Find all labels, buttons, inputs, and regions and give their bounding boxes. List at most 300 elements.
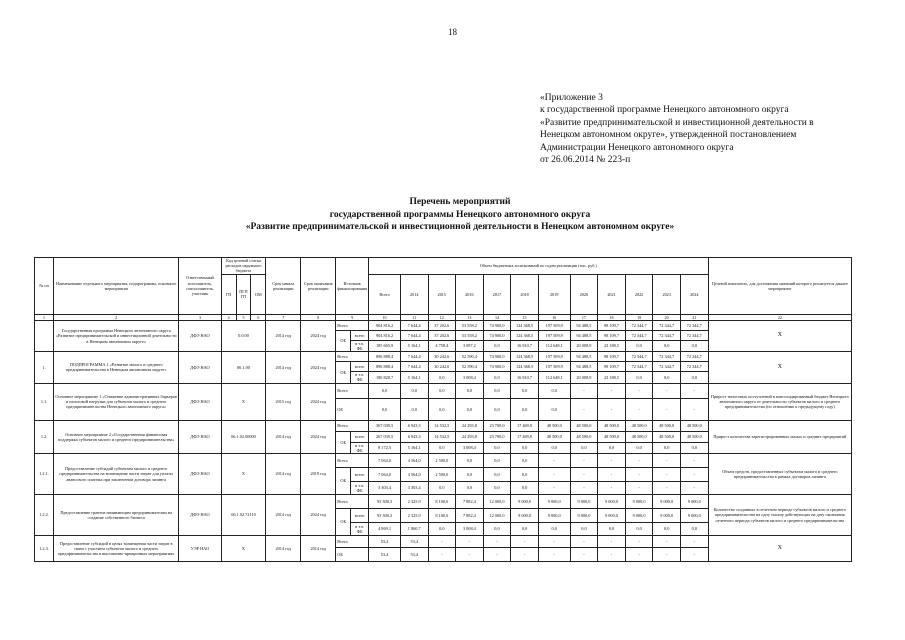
value-cell: 2 325,9 xyxy=(400,495,428,509)
value-cell: 0,0 xyxy=(428,482,456,495)
value-cell: 24 293,8 xyxy=(456,420,484,431)
row-number: 1.2. xyxy=(35,420,54,453)
row-name: Предоставление субсидий субъектам малого и среднего предпринимательства на возмещение части затрат для уплаты авансового платежа при заключении договора лизинга xyxy=(54,454,179,495)
value-cell: - xyxy=(653,454,681,468)
value-cell: 72 344,7 xyxy=(653,352,681,362)
value-cell: 7 882,4 xyxy=(456,495,484,509)
value-cell: 74 900,0 xyxy=(483,352,511,362)
value-cell: - xyxy=(483,548,511,562)
value-cell: 0,0 xyxy=(483,398,511,420)
row-target: Объем средств, предоставленных субъектам малого и среднего предпринимательства в рамках договоров лизинга xyxy=(708,454,851,495)
value-cell: - xyxy=(456,548,484,562)
source-label: Всего xyxy=(336,320,369,330)
value-cell: 98 109,7 xyxy=(598,330,626,340)
value-cell: - xyxy=(428,536,456,548)
header-year: 2014 xyxy=(400,274,428,314)
header-year: 2021 xyxy=(598,274,626,314)
value-cell: 72 344,7 xyxy=(625,330,653,340)
value-cell: 0,0 xyxy=(483,523,511,536)
row-start: 2014 год xyxy=(266,495,301,536)
document-title xyxy=(150,196,770,234)
source-ob: ОБ xyxy=(336,548,369,562)
value-cell: 0,0 xyxy=(570,523,598,536)
header-year: 2023 xyxy=(653,274,681,314)
value-cell: 72 344,7 xyxy=(680,320,708,330)
source-label: Всего xyxy=(336,420,369,431)
row-name: ПОДПРОГРАММА 1 «Развитие малого и среднего предпринимательства в Ненецком автономном округе» xyxy=(54,352,179,383)
value-cell: 72 344,7 xyxy=(653,362,681,372)
header-year: 2024 xyxy=(680,274,708,314)
col-number: 1 xyxy=(35,314,54,320)
value-cell: 0,0 xyxy=(511,482,539,495)
source-ob: ОБ xyxy=(336,398,369,420)
value-cell: 112 648,1 xyxy=(538,340,570,351)
source-label: Всего xyxy=(336,383,369,398)
row-end: 2024 год xyxy=(301,383,336,420)
value-cell: 52 590,4 xyxy=(456,362,484,372)
value-cell: 0,0 xyxy=(538,523,570,536)
value-cell: 48 500,0 xyxy=(680,420,708,431)
value-cell: 3 303,4 xyxy=(369,482,401,495)
value-cell: - xyxy=(538,482,570,495)
value-cell: 7 064,0 xyxy=(369,468,401,482)
appendix-line: Администрации Ненецкого автономного округа xyxy=(540,142,734,153)
value-cell: - xyxy=(456,536,484,548)
row-target: Х xyxy=(708,536,851,562)
value-cell: 0,0 xyxy=(483,468,511,482)
header-gp: ГП xyxy=(221,274,236,314)
value-cell: 48 500,0 xyxy=(653,431,681,442)
header-year: 2020 xyxy=(570,274,598,314)
value-cell: 3 008,4 xyxy=(456,442,484,453)
source-sub: всего xyxy=(351,362,369,372)
value-cell: 48 500,0 xyxy=(598,420,626,431)
value-cell: 9 000,0 xyxy=(625,495,653,509)
value-cell: - xyxy=(680,383,708,398)
row-name: Предоставление грантов начинающим предпринимателям на создание собственного бизнеса xyxy=(54,495,179,536)
value-cell: 896 888,4 xyxy=(369,352,401,362)
col-number: 15 xyxy=(511,314,539,320)
value-cell: 23 700,0 xyxy=(483,420,511,431)
value-cell: 48 500,0 xyxy=(570,420,598,431)
row-end: 2024 год xyxy=(301,352,336,383)
value-cell: 0,0 xyxy=(369,383,401,398)
value-cell: - xyxy=(570,482,598,495)
value-cell: 93 308,3 xyxy=(369,509,401,523)
value-cell: - xyxy=(625,398,653,420)
value-cell: - xyxy=(598,482,626,495)
row-end: 2014 год xyxy=(301,536,336,562)
value-cell: 0,0 xyxy=(680,442,708,453)
row-name: Предоставление субсидий в целях возмещения части затрат в связи с участием субъектов малого и среднего предпринимательства в выставочно-ярмарочных мероприятиях xyxy=(54,536,179,562)
row-executor: ДФЭ НАО xyxy=(179,420,221,453)
value-cell: 3 008,4 xyxy=(456,523,484,536)
value-cell: 12 000,0 xyxy=(483,509,511,523)
source-label: Всего xyxy=(336,495,369,509)
value-cell: - xyxy=(538,468,570,482)
source-sub: в т.ч. ФБ xyxy=(351,482,369,495)
value-cell: - xyxy=(570,548,598,562)
value-cell: - xyxy=(428,548,456,562)
value-cell: 9 000,0 xyxy=(511,509,539,523)
value-cell: 0,0 xyxy=(680,340,708,351)
value-cell: 904 816,2 xyxy=(369,320,401,330)
value-cell: 30 242,6 xyxy=(428,362,456,372)
value-cell: 9 000,0 xyxy=(680,509,708,523)
value-cell: 0,0 xyxy=(511,383,539,398)
value-cell: 2 325,9 xyxy=(400,509,428,523)
row-target: Х xyxy=(708,320,851,351)
value-cell: 16 810,7 xyxy=(511,340,539,351)
value-cell: 24 293,8 xyxy=(456,431,484,442)
value-cell: 98 109,7 xyxy=(598,362,626,372)
value-cell: 72 344,7 xyxy=(680,352,708,362)
value-cell: 0,0 xyxy=(428,523,456,536)
value-cell: 0,0 xyxy=(538,442,570,453)
value-cell: 0,0 xyxy=(400,398,428,420)
header-year: 2015 xyxy=(428,274,456,314)
value-cell: - xyxy=(653,548,681,562)
value-cell: 20 008,9 xyxy=(570,372,598,383)
value-cell: - xyxy=(570,536,598,548)
value-cell: 267 039,5 xyxy=(369,431,401,442)
value-cell: - xyxy=(680,454,708,468)
value-cell: 2 500,0 xyxy=(428,468,456,482)
value-cell: 124 368,5 xyxy=(511,330,539,340)
source-sub: всего xyxy=(351,330,369,340)
value-cell: - xyxy=(625,536,653,548)
value-cell: 48 500,0 xyxy=(538,431,570,442)
row-code: Х xyxy=(221,536,266,562)
value-cell: 30 242,6 xyxy=(428,352,456,362)
appendix-line: «Приложение 3 xyxy=(540,93,603,103)
col-number: 19 xyxy=(625,314,653,320)
value-cell: 4 869,1 xyxy=(369,523,401,536)
value-cell: 0,0 xyxy=(625,442,653,453)
value-cell: 16 810,7 xyxy=(511,372,539,383)
value-cell: 53,4 xyxy=(400,548,428,562)
value-cell: 0,0 xyxy=(511,398,539,420)
title-line: государственной программы Ненецкого автономного округа xyxy=(329,209,591,220)
value-cell: - xyxy=(538,536,570,548)
value-cell: 53,4 xyxy=(369,536,401,548)
row-code: Х xyxy=(221,454,266,495)
source-ob: ОБ xyxy=(336,431,351,453)
value-cell: 1 860,7 xyxy=(400,523,428,536)
source-sub: в т.ч. ФБ xyxy=(351,523,369,536)
value-cell: 7 644,4 xyxy=(400,352,428,362)
header-year: 2019 xyxy=(538,274,570,314)
source-label: Всего xyxy=(336,454,369,468)
value-cell: - xyxy=(538,454,570,468)
source-ob: ОБ xyxy=(336,362,351,383)
value-cell: 3 303,4 xyxy=(400,482,428,495)
value-cell: 0,0 xyxy=(400,383,428,398)
row-start: 2014 год xyxy=(266,352,301,383)
value-cell: 0,0 xyxy=(483,454,511,468)
value-cell: 9 000,0 xyxy=(625,509,653,523)
row-number: 1.2.3. xyxy=(35,536,54,562)
value-cell: 0,0 xyxy=(625,372,653,383)
row-number: 1.1. xyxy=(35,383,54,420)
row-target: Прирост количества зарегистрированных малых и средних предприятий xyxy=(708,420,851,453)
col-number: 4 xyxy=(221,314,236,320)
value-cell: 72 344,7 xyxy=(653,320,681,330)
value-cell: 5 164,1 xyxy=(400,442,428,453)
row-target: Х xyxy=(708,352,851,383)
header-source: Источник финансирования xyxy=(336,258,369,315)
value-cell: - xyxy=(653,482,681,495)
value-cell: - xyxy=(598,383,626,398)
value-cell: 0,0 xyxy=(483,340,511,351)
row-code: 0.0.00 xyxy=(221,320,266,351)
col-number: 6 xyxy=(251,314,266,320)
table-row xyxy=(35,320,852,330)
value-cell: 0,0 xyxy=(653,372,681,383)
value-cell: 17 469,9 xyxy=(511,420,539,431)
value-cell: 53 558,2 xyxy=(456,320,484,330)
value-cell: 37 202,6 xyxy=(428,320,456,330)
table-row xyxy=(35,352,852,362)
source-label: Всего xyxy=(336,352,369,362)
value-cell: 904 816,2 xyxy=(369,330,401,340)
value-cell: - xyxy=(511,548,539,562)
appendix-line: к государственной программе Ненецкого автономного округа xyxy=(540,105,789,116)
header-code: Код целевой статьи расходов окружного бюджета xyxy=(221,258,266,275)
row-number: 1. xyxy=(35,352,54,383)
row-start: 2014 год xyxy=(266,420,301,453)
value-cell: 74 900,0 xyxy=(483,362,511,372)
value-cell: - xyxy=(680,482,708,495)
row-start: 2014 год xyxy=(266,320,301,351)
source-label: Всего xyxy=(336,536,369,548)
value-cell: 8 100,0 xyxy=(428,495,456,509)
header-total: Всего xyxy=(369,274,401,314)
header-no: № пп xyxy=(35,258,54,315)
row-executor: УЭР НАО xyxy=(179,536,221,562)
value-cell: 8 172,5 xyxy=(369,442,401,453)
value-cell: 9 000,0 xyxy=(570,509,598,523)
value-cell: - xyxy=(511,536,539,548)
value-cell: 0,0 xyxy=(653,442,681,453)
value-cell: 53,4 xyxy=(400,536,428,548)
value-cell: - xyxy=(625,383,653,398)
value-cell: 48 500,0 xyxy=(570,431,598,442)
value-cell: 0,0 xyxy=(653,340,681,351)
value-cell: 0,0 xyxy=(483,482,511,495)
value-cell: 9 000,0 xyxy=(653,509,681,523)
header-target: Целевой показатель, для достижения значений которого реализуется данное мероприятие xyxy=(708,258,851,315)
value-cell: 124 368,5 xyxy=(511,362,539,372)
col-number: 11 xyxy=(400,314,428,320)
value-cell: 0,0 xyxy=(456,468,484,482)
col-number: 8 xyxy=(301,314,336,320)
value-cell: 180 828,7 xyxy=(369,372,401,383)
value-cell: 53 558,2 xyxy=(456,330,484,340)
value-cell: 124 368,5 xyxy=(511,352,539,362)
source-sub: всего xyxy=(351,468,369,482)
value-cell: - xyxy=(653,536,681,548)
value-cell: 72 344,7 xyxy=(625,352,653,362)
row-target: Количество созданных в отчетном периоде субъектов малого и среднего предпринимательства на одну тысячу действующих на дату окончания отчетного периода субъектов малого и среднего предпринимательства xyxy=(708,495,851,536)
value-cell: 94 488,5 xyxy=(570,330,598,340)
value-cell: 197 509,9 xyxy=(538,362,570,372)
value-cell: 72 344,7 xyxy=(625,362,653,372)
header-name: Наименование отдельного мероприятия, подпрограммы, основного мероприятия xyxy=(54,258,179,315)
value-cell: 197 509,9 xyxy=(538,352,570,362)
source-ob: ОБ xyxy=(336,509,351,536)
value-cell: 74 900,0 xyxy=(483,320,511,330)
header-year: 2022 xyxy=(625,274,653,314)
value-cell: 98 109,7 xyxy=(598,320,626,330)
col-number: 21 xyxy=(680,314,708,320)
value-cell: - xyxy=(680,536,708,548)
appendix-line: Ненецком автономном округе», утвержденной постановлением xyxy=(540,130,797,141)
value-cell: 0,0 xyxy=(483,383,511,398)
value-cell: - xyxy=(653,398,681,420)
value-cell: 23 700,0 xyxy=(483,431,511,442)
source-sub: всего xyxy=(351,431,369,442)
title-line: Перечень мероприятий xyxy=(409,197,511,207)
row-end: 2024 год xyxy=(301,320,336,351)
header-year: 2018 xyxy=(511,274,539,314)
value-cell: 23 188,5 xyxy=(598,340,626,351)
row-executor: ДФЭ НАО xyxy=(179,454,221,495)
value-cell: 3 087,2 xyxy=(456,340,484,351)
value-cell: 0,0 xyxy=(428,398,456,420)
row-number: 1.2.1. xyxy=(35,454,54,495)
row-name: Государственная программа Ненецкого автономного округа «Развитие предпринимательской и инвестиционной деятельности в Ненецком автономном округе» xyxy=(54,320,179,351)
row-code: 06.1.00 xyxy=(221,352,266,383)
value-cell: 0,0 xyxy=(428,442,456,453)
value-cell: 0,0 xyxy=(456,454,484,468)
header-volume: Объем бюджетных ассигнований по годам реализации (тыс. руб.) xyxy=(369,258,709,275)
value-cell: 6 943,3 xyxy=(400,431,428,442)
value-cell: 7 644,4 xyxy=(400,330,428,340)
source-ob: ОБ xyxy=(336,468,351,495)
page-number: 18 xyxy=(448,27,457,37)
col-number: 20 xyxy=(653,314,681,320)
value-cell: 0,0 xyxy=(511,523,539,536)
value-cell: 896 888,4 xyxy=(369,362,401,372)
source-sub: в т.ч. ФБ xyxy=(351,372,369,383)
value-cell: 0,0 xyxy=(680,372,708,383)
value-cell: - xyxy=(598,398,626,420)
appendix-block xyxy=(540,92,880,166)
header-om: ОМ xyxy=(251,274,266,314)
value-cell: 0,0 xyxy=(511,442,539,453)
row-executor: ДФЭ НАО xyxy=(179,320,221,351)
value-cell: 0,0 xyxy=(625,523,653,536)
source-sub: всего xyxy=(351,509,369,523)
value-cell: 48 500,0 xyxy=(680,431,708,442)
value-cell: - xyxy=(570,383,598,398)
table-row xyxy=(35,536,852,548)
header-start: Срок начала реализации xyxy=(266,258,301,315)
row-number xyxy=(35,320,54,351)
value-cell: 0,0 xyxy=(511,468,539,482)
measures-table xyxy=(34,257,852,562)
header-pgp: ПГП ГП xyxy=(236,274,251,314)
value-cell: 93 308,3 xyxy=(369,495,401,509)
value-cell: - xyxy=(625,548,653,562)
value-cell: 124 368,5 xyxy=(511,320,539,330)
header-year: 2017 xyxy=(483,274,511,314)
value-cell: 0,0 xyxy=(570,442,598,453)
row-code: 06.1.02.72110 xyxy=(221,495,266,536)
row-name: Основное мероприятие 1 «Снижение административных барьеров и налоговой нагрузки для субъектов малого и среднего предпринимательства Ненецкого автономного округа» xyxy=(54,383,179,420)
value-cell: 0,0 xyxy=(456,482,484,495)
source-sub: в т.ч. ФБ xyxy=(351,442,369,453)
value-cell: 7 644,4 xyxy=(400,362,428,372)
col-number: 22 xyxy=(708,314,851,320)
col-number: 17 xyxy=(570,314,598,320)
value-cell: 12 000,0 xyxy=(483,495,511,509)
value-cell: 7 064,0 xyxy=(369,454,401,468)
value-cell: 48 500,0 xyxy=(625,420,653,431)
value-cell: 4 564,0 xyxy=(400,454,428,468)
col-number: 5 xyxy=(236,314,251,320)
source-sub: в т.ч. ФБ xyxy=(351,340,369,351)
col-number: 18 xyxy=(598,314,626,320)
value-cell: - xyxy=(680,468,708,482)
value-cell: - xyxy=(570,468,598,482)
value-cell: 98 109,7 xyxy=(598,352,626,362)
value-cell: 37 202,6 xyxy=(428,330,456,340)
value-cell: 8 100,0 xyxy=(428,509,456,523)
value-cell: - xyxy=(680,398,708,420)
header-executor: Ответственный исполнитель, соисполнитель, участник xyxy=(179,258,221,315)
row-start: 2014 год xyxy=(266,454,301,495)
value-cell: 94 488,5 xyxy=(570,362,598,372)
value-cell: 74 900,0 xyxy=(483,330,511,340)
col-number: 2 xyxy=(54,314,179,320)
row-target: Прирост налоговых поступлений в консолидированный бюджет Ненецкого автономного округа от деятельности субъектов малого и среднего предпринимательства (по отношению к предыдущему году) xyxy=(708,383,851,420)
value-cell: 9 000,0 xyxy=(653,495,681,509)
row-start: 2014 год xyxy=(266,536,301,562)
value-cell: 5 164,1 xyxy=(400,340,428,351)
col-number: 12 xyxy=(428,314,456,320)
value-cell: 48 500,0 xyxy=(625,431,653,442)
value-cell: 367 039,5 xyxy=(369,420,401,431)
value-cell: 9 000,0 xyxy=(538,509,570,523)
table-row xyxy=(35,383,852,398)
value-cell: - xyxy=(598,454,626,468)
appendix-line: «Развитие предпринимательской и инвестиционной деятельности в xyxy=(540,117,814,128)
value-cell: 197 509,9 xyxy=(538,320,570,330)
value-cell: 9 000,0 xyxy=(680,495,708,509)
value-cell: - xyxy=(625,482,653,495)
value-cell: 0,0 xyxy=(369,398,401,420)
value-cell: 112 648,1 xyxy=(538,372,570,383)
row-number: 1.2.2. xyxy=(35,495,54,536)
value-cell: 48 500,0 xyxy=(538,420,570,431)
value-cell: 9 000,0 xyxy=(598,495,626,509)
value-cell: 7 644,4 xyxy=(400,320,428,330)
row-end: 2024 год xyxy=(301,420,336,453)
value-cell: 0,0 xyxy=(483,442,511,453)
value-cell: - xyxy=(598,536,626,548)
value-cell: 4 564,0 xyxy=(400,468,428,482)
value-cell: 52 590,4 xyxy=(456,352,484,362)
value-cell: 0,0 xyxy=(598,523,626,536)
appendix-line: от 26.06.2014 № 223-п xyxy=(540,155,631,166)
value-cell: 72 344,7 xyxy=(625,320,653,330)
value-cell: 94 488,5 xyxy=(570,352,598,362)
value-cell: 23 188,5 xyxy=(598,372,626,383)
value-cell: 53,4 xyxy=(369,548,401,562)
value-cell: 9 000,0 xyxy=(570,495,598,509)
